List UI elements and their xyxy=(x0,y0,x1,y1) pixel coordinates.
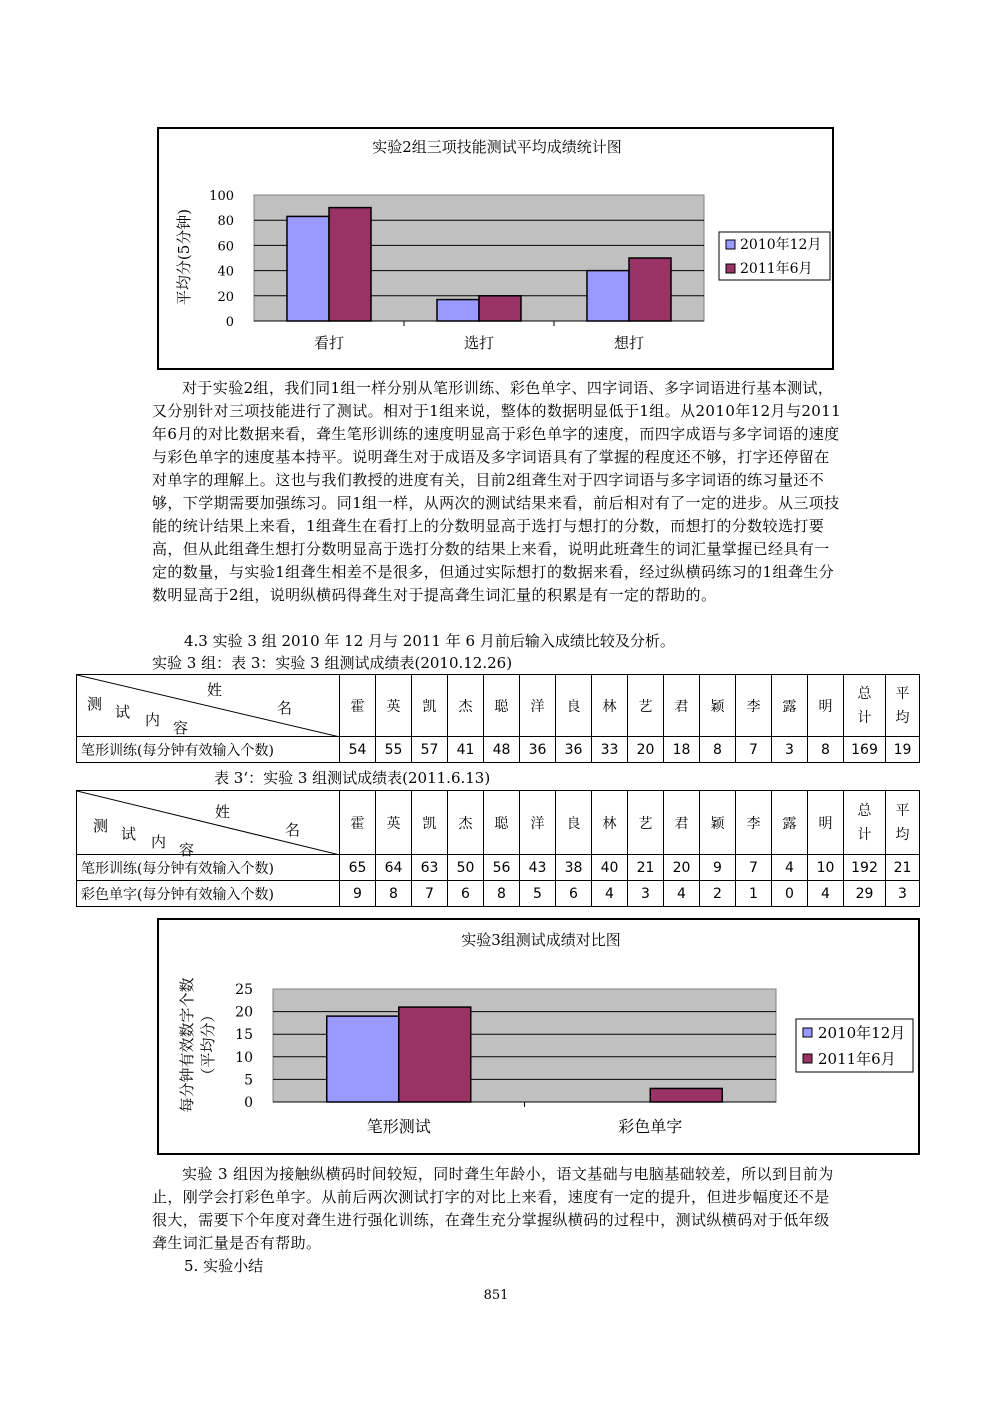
y-tick-label: 15 xyxy=(235,1027,253,1044)
chart1-legend-swatch-1 xyxy=(726,240,735,249)
total-header-char: 计 xyxy=(857,826,872,843)
diag-bottom-3: 内 xyxy=(151,833,167,851)
y-tick-label: 60 xyxy=(217,239,234,255)
chart1-title: 实验2组三项技能测试平均成绩统计图 xyxy=(372,138,622,156)
chart2-legend-label-1: 2010年12月 xyxy=(818,1024,906,1042)
chart1-ylabel: 平均分(5分钟) xyxy=(175,208,193,306)
table3b-header-row xyxy=(77,791,920,855)
name-header-9: 艺 xyxy=(628,791,664,855)
avg-cell: 21 xyxy=(886,855,920,881)
chart2-legend-label-2: 2011年6月 xyxy=(818,1050,896,1068)
table-cell: 9 xyxy=(700,855,736,881)
name-header-12: 李 xyxy=(736,791,772,855)
table-cell: 36 xyxy=(556,737,592,763)
name-header-13: 露 xyxy=(772,791,808,855)
table-cell: 57 xyxy=(412,737,448,763)
x-tick-label: 彩色单字 xyxy=(618,1117,683,1136)
row-label: 笔形训练(每分钟有效输入个数) xyxy=(77,855,340,881)
table-cell: 7 xyxy=(736,737,772,763)
name-header-5: 聪 xyxy=(484,791,520,855)
avg-header xyxy=(886,791,920,855)
diag-top-right: 名 xyxy=(285,821,301,839)
table-cell: 64 xyxy=(376,855,412,881)
table-cell: 21 xyxy=(628,855,664,881)
avg-header xyxy=(886,675,920,737)
chart2-frame xyxy=(157,918,920,1155)
name-header-2: 英 xyxy=(376,791,412,855)
name-header-4: 杰 xyxy=(448,675,484,737)
name-header-9: 艺 xyxy=(628,675,664,737)
section-4-3-heading: 4.3 实验 3 组 2010 年 12 月与 2011 年 6 月前后输入成绩比较及分析。 xyxy=(184,632,675,650)
diag-top-left: 姓 xyxy=(207,681,223,699)
table-cell: 8 xyxy=(484,881,520,907)
avg-header-char: 平 xyxy=(895,685,910,702)
table-cell: 7 xyxy=(736,855,772,881)
chart2-ylabel-line2: （平均分） xyxy=(199,1007,217,1083)
x-tick-label: 笔形测试 xyxy=(366,1117,431,1136)
table-row xyxy=(77,881,920,907)
table3b-diag-header xyxy=(77,791,340,859)
table3-header-row xyxy=(77,675,920,737)
x-tick-label: 看打 xyxy=(313,334,345,352)
table-cell: 48 xyxy=(484,737,520,763)
table-cell: 8 xyxy=(376,881,412,907)
table3-diag-header xyxy=(77,675,340,737)
bar-2-2 xyxy=(650,1088,722,1102)
x-tick-label: 选打 xyxy=(463,334,495,352)
diag-bottom-1: 测 xyxy=(93,817,109,835)
name-header-2: 英 xyxy=(376,675,412,737)
avg-cell: 19 xyxy=(886,737,920,763)
table-cell: 6 xyxy=(448,881,484,907)
table-cell: 8 xyxy=(700,737,736,763)
chart2-legend-swatch-1 xyxy=(803,1028,812,1037)
y-tick-label: 0 xyxy=(225,315,234,330)
name-header-4: 杰 xyxy=(448,791,484,855)
row-label: 笔形训练(每分钟有效输入个数) xyxy=(77,737,340,763)
total-header-char: 计 xyxy=(857,709,872,726)
name-header-12: 李 xyxy=(736,675,772,737)
bar-1-1 xyxy=(327,1016,399,1102)
chart1-legend xyxy=(719,232,830,280)
avg-cell: 3 xyxy=(886,881,920,907)
table-cell: 33 xyxy=(592,737,628,763)
table3b-caption: 表 3‘：实验 3 组测试成绩表(2011.6.13) xyxy=(214,769,491,787)
chart2-svg xyxy=(159,920,918,1153)
name-header-6: 洋 xyxy=(520,675,556,737)
bar-2-1 xyxy=(329,208,371,321)
total-header xyxy=(844,791,886,855)
name-header-6: 洋 xyxy=(520,791,556,855)
y-tick-label: 40 xyxy=(217,264,234,280)
diag-bottom-4: 容 xyxy=(173,719,189,737)
table-cell: 55 xyxy=(376,737,412,763)
row-label: 彩色单字(每分钟有效输入个数) xyxy=(77,881,340,907)
diag-bottom-1: 测 xyxy=(87,695,103,713)
table-cell: 10 xyxy=(808,855,844,881)
table-cell: 4 xyxy=(664,881,700,907)
table-cell: 3 xyxy=(772,737,808,763)
table-row xyxy=(77,737,920,763)
table-cell: 9 xyxy=(340,881,376,907)
chart2-legend xyxy=(796,1019,913,1072)
bar-1-1 xyxy=(287,216,329,321)
diag-bottom-3: 内 xyxy=(145,711,161,729)
name-header-8: 林 xyxy=(592,791,628,855)
table3 xyxy=(76,674,920,763)
chart2-title: 实验3组测试成绩对比图 xyxy=(461,931,621,949)
total-header-char: 总 xyxy=(857,685,872,702)
name-header-10: 君 xyxy=(664,675,700,737)
name-header-7: 良 xyxy=(556,791,592,855)
table-cell: 4 xyxy=(808,881,844,907)
name-header-1: 霍 xyxy=(340,791,376,855)
name-header-3: 凯 xyxy=(412,675,448,737)
table-cell: 20 xyxy=(628,737,664,763)
paragraph-2-text: 实验 3 组因为接触纵横码时间较短，同时聋生年龄小，语文基础与电脑基础较差，所以到目前为止，刚学会打彩色单字。从前后两次测试打字的对比上来看，速度有一定的提升，但进步幅度还不是很大，需要下个年度对聋生进行强化训练，在聋生充分掌握纵横码的过程中，测试纵横码对于低年级聋生词汇量是否有帮助。 xyxy=(152,1165,834,1252)
name-header-1: 霍 xyxy=(340,675,376,737)
table-cell: 4 xyxy=(592,881,628,907)
table-cell: 3 xyxy=(628,881,664,907)
y-tick-label: 25 xyxy=(235,982,253,998)
diag-bottom-4: 容 xyxy=(179,841,195,859)
y-tick-label: 0 xyxy=(244,1095,253,1111)
diag-bottom-2: 试 xyxy=(121,825,137,843)
table-cell: 5 xyxy=(520,881,556,907)
table-cell: 20 xyxy=(664,855,700,881)
table-cell: 50 xyxy=(448,855,484,881)
table-row xyxy=(77,855,920,881)
paragraph-1-text: 对于实验2组，我们同1组一样分别从笔形训练、彩色单字、四字词语、多字词语进行基本测试，又分别针对三项技能进行了测试。相对于1组来说，整体的数据明显低于1组。从2010年12月与2011年6月的对比数据来看，聋生笔形训练的速度明显高于彩色单字的速度，而四字成语与多字词语的速度与彩色单字的速度基本持平。说明聋生对于成语及多字词语具有了掌握的程度还不够，打字还停留在对单字的理解上。这也与我们教授的进度有关，目前2组聋生对于四字词语与多字词语的练习量还不够，下学期需要加强练习。同1组一样，从两次的测试结果来看，前后相对有了一定的进步。从三项技能的统计结果上来看，1组聋生在看打上的分数明显高于选打与想打的分数，而想打的分数较选打要高，但从此组聋生想打分数明显高于选打分数的结果上来看，说明此班聋生的词汇量掌握已经具有一定的数量，与实验1组聋生相差不是很多，但通过实际想打的数据来看，经过纵横码练习的1组聋生分数明显高于2组，说明纵横码得聋生对于提高聋生词汇量的积累是有一定的帮助的。 xyxy=(152,379,842,604)
diag-top-right: 名 xyxy=(277,699,293,717)
table-cell: 63 xyxy=(412,855,448,881)
name-header-11: 颖 xyxy=(700,791,736,855)
chart1-legend-label-2: 2011年6月 xyxy=(740,261,813,277)
table-cell: 0 xyxy=(772,881,808,907)
table-cell: 38 xyxy=(556,855,592,881)
chart1-legend-swatch-2 xyxy=(726,264,735,273)
y-tick-label: 5 xyxy=(244,1072,253,1089)
total-header-char: 总 xyxy=(857,802,872,819)
table-cell: 65 xyxy=(340,855,376,881)
section-5-heading: 5. 实验小结 xyxy=(184,1257,264,1275)
total-cell: 169 xyxy=(844,737,886,763)
diag-bottom-2: 试 xyxy=(115,703,131,721)
name-header-5: 聪 xyxy=(484,675,520,737)
table-cell: 7 xyxy=(412,881,448,907)
avg-header-char: 均 xyxy=(895,709,910,726)
table-cell: 6 xyxy=(556,881,592,907)
name-header-7: 良 xyxy=(556,675,592,737)
table-cell: 8 xyxy=(808,737,844,763)
y-tick-label: 20 xyxy=(217,289,234,305)
bar-1-2 xyxy=(437,300,479,321)
paragraph-1 xyxy=(152,377,842,607)
chart1-frame xyxy=(157,127,834,370)
table-cell: 2 xyxy=(700,881,736,907)
name-header-14: 明 xyxy=(808,675,844,737)
page-number: 851 xyxy=(483,1288,509,1303)
chart1-legend-label-1: 2010年12月 xyxy=(740,237,822,253)
avg-header-char: 均 xyxy=(895,826,910,843)
bar-2-2 xyxy=(479,296,521,321)
chart2-legend-swatch-2 xyxy=(803,1054,812,1063)
table3b xyxy=(76,790,920,907)
y-tick-label: 20 xyxy=(235,1004,253,1021)
avg-header-char: 平 xyxy=(895,802,910,819)
name-header-10: 君 xyxy=(664,791,700,855)
y-tick-label: 80 xyxy=(217,214,234,230)
name-header-11: 颖 xyxy=(700,675,736,737)
name-header-13: 露 xyxy=(772,675,808,737)
table-cell: 1 xyxy=(736,881,772,907)
table-cell: 56 xyxy=(484,855,520,881)
table3-caption: 实验 3 组：表 3：实验 3 组测试成绩表(2010.12.26) xyxy=(152,654,513,672)
bar-2-3 xyxy=(629,258,671,321)
total-header xyxy=(844,675,886,737)
table-cell: 36 xyxy=(520,737,556,763)
total-cell: 29 xyxy=(844,881,886,907)
name-header-8: 林 xyxy=(592,675,628,737)
diag-top-left: 姓 xyxy=(215,803,231,821)
total-cell: 192 xyxy=(844,855,886,881)
table-cell: 4 xyxy=(772,855,808,881)
paragraph-2 xyxy=(152,1163,842,1255)
table-cell: 41 xyxy=(448,737,484,763)
x-tick-label: 想打 xyxy=(613,334,645,352)
bar-2-1 xyxy=(399,1007,471,1102)
table-cell: 54 xyxy=(340,737,376,763)
name-header-3: 凯 xyxy=(412,791,448,855)
y-tick-label: 10 xyxy=(235,1049,253,1066)
name-header-14: 明 xyxy=(808,791,844,855)
y-tick-label: 100 xyxy=(209,189,234,204)
bar-1-3 xyxy=(587,271,629,321)
chart1-svg xyxy=(159,129,832,368)
table-cell: 43 xyxy=(520,855,556,881)
chart2-ylabel-line1: 每分钟有效数字个数 xyxy=(178,977,196,1113)
table-cell: 40 xyxy=(592,855,628,881)
table-cell: 18 xyxy=(664,737,700,763)
